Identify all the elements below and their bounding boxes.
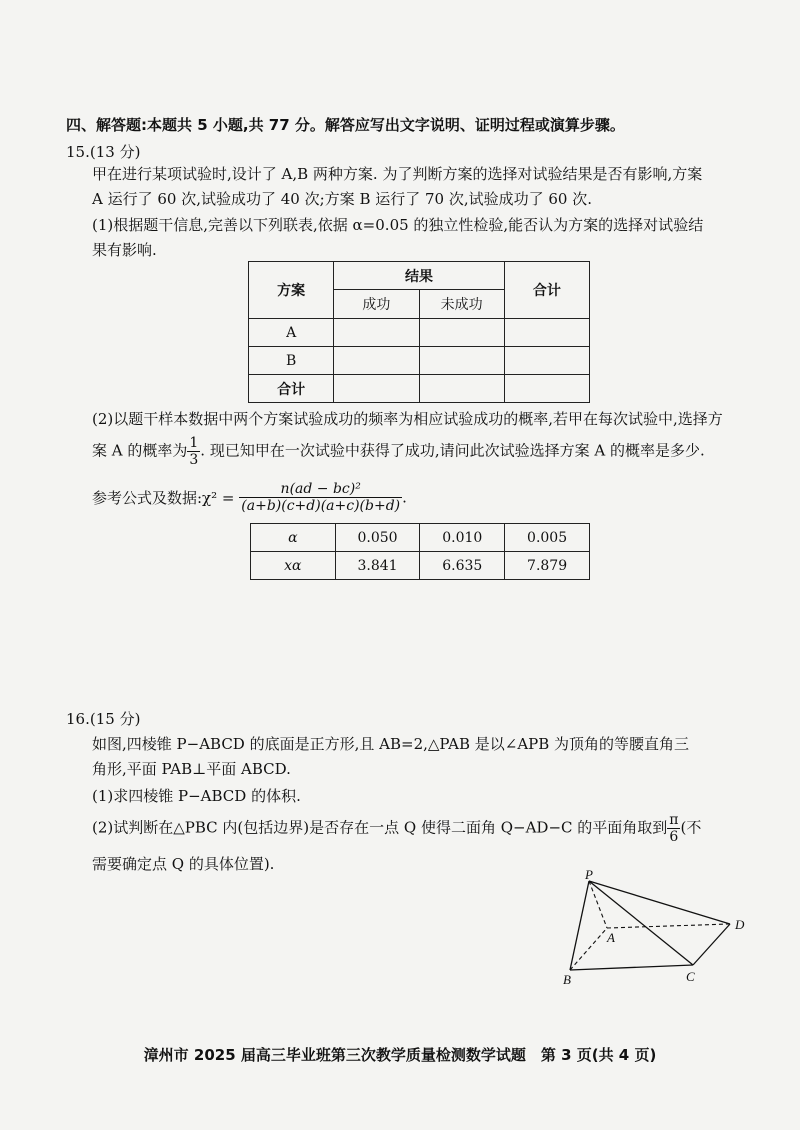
q16-line1: 如图,四棱锥 P−ABCD 的底面是正方形,且 AB=2,△PAB 是以∠APB 为顶角的等腰直角三 (92, 735, 690, 753)
table-cell (419, 319, 504, 347)
table-cell (334, 347, 419, 375)
q15-intro (92, 163, 760, 262)
fraction-denominator: 3 (189, 452, 199, 468)
q15-part2-line2 (92, 435, 760, 468)
chi-denominator: (a+b)(c+d)(a+c)(b+d) (241, 498, 401, 514)
th-scheme: 方案 (249, 262, 334, 319)
q15-part2 (92, 408, 760, 468)
q16-part2-text-a: (2)试判断在△PBC 内(包括边界)是否存在一点 Q 使得二面角 Q−AD−C 的平面角取到 (92, 818, 668, 837)
table-cell (504, 319, 589, 347)
question-points: (15 分) (89, 710, 141, 728)
reference-formula (92, 481, 407, 514)
edge-pb (570, 881, 589, 970)
fraction-denominator: 6 (669, 829, 679, 845)
edge-bc (570, 965, 693, 970)
th-fail: 未成功 (419, 290, 504, 319)
fraction-numerator: π (669, 812, 679, 828)
q16-part2-text-b: (不 (680, 818, 702, 837)
chi-square-fraction (239, 481, 402, 514)
edge-pd (589, 881, 730, 924)
ref-end: . (402, 488, 407, 507)
x-alpha-label: xα (251, 552, 336, 580)
edge-ad (607, 924, 730, 928)
edge-cd (693, 924, 730, 965)
q15-part1-line1: (1)根据题干信息,完善以下列联表,依据 α=0.05 的独立性检验,能否认为方案的选择对试验结 (92, 216, 704, 234)
th-total: 合计 (504, 262, 589, 319)
contingency-table (248, 261, 590, 403)
edge-ab (570, 928, 607, 970)
fraction-numerator: 1 (189, 435, 199, 451)
table-cell (419, 375, 504, 403)
label-d: D (735, 917, 745, 932)
x-value: 6.635 (420, 552, 505, 580)
q16-part1: (1)求四棱锥 P−ABCD 的体积. (92, 787, 301, 805)
question-points: (13 分) (89, 143, 141, 161)
q15-part1-line2: 果有影响. (92, 241, 157, 259)
label-p: P (585, 868, 593, 882)
pyramid-figure (555, 868, 755, 988)
q16-body (92, 733, 760, 808)
label-a: A (607, 930, 615, 945)
question-15-header (66, 141, 140, 162)
fraction-pi-over-six (667, 812, 680, 845)
row-label-a: A (249, 319, 334, 347)
question-number: 16. (66, 710, 90, 728)
q16-part2 (92, 812, 760, 876)
critical-value-table (250, 523, 590, 580)
th-result: 结果 (334, 262, 505, 290)
table-cell (504, 347, 589, 375)
question-number: 15. (66, 143, 90, 161)
th-success: 成功 (334, 290, 419, 319)
q15-part2-line1: (2)以题干样本数据中两个方案试验成功的频率为相应试验成功的概率,若甲在每次试验中,选择方 (92, 410, 723, 428)
chi-numerator: n(ad − bc)² (239, 481, 402, 498)
table-cell (419, 347, 504, 375)
page-footer: 漳州市 2025 届高三毕业班第三次教学质量检测数学试题 第 3 页(共 4 页) (143, 1046, 657, 1064)
ref-label: 参考公式及数据:χ² = (92, 489, 235, 507)
alpha-label: α (251, 524, 336, 552)
row-label-total: 合计 (249, 375, 334, 403)
x-value: 3.841 (335, 552, 420, 580)
alpha-value: 0.050 (335, 524, 420, 552)
row-label-b: B (249, 347, 334, 375)
table-cell (504, 375, 589, 403)
section-heading: 四、解答题:本题共 5 小题,共 77 分。解答应写出文字说明、证明过程或演算步骤。 (66, 116, 625, 134)
q15-intro-line2: A 运行了 60 次,试验成功了 40 次;方案 B 运行了 70 次,试验成功了 60 次. (92, 190, 593, 208)
alpha-value: 0.005 (505, 524, 590, 552)
x-value: 7.879 (505, 552, 590, 580)
table-cell (334, 375, 419, 403)
question-16-header (66, 708, 140, 729)
alpha-value: 0.010 (420, 524, 505, 552)
label-c: C (686, 969, 695, 984)
q16-line2: 角形,平面 PAB⊥平面 ABCD. (92, 760, 291, 778)
fraction-one-third (187, 435, 200, 468)
q15-part2-text-b: . 现已知甲在一次试验中获得了成功,请问此次试验选择方案 A 的概率是多少. (200, 441, 705, 460)
table-cell (334, 319, 419, 347)
q15-intro-line1: 甲在进行某项试验时,设计了 A,B 两种方案. 为了判断方案的选择对试验结果是否有影响,方案 (92, 165, 703, 183)
q15-part2-text-a: 案 A 的概率为 (92, 441, 188, 460)
label-b: B (563, 972, 571, 987)
q16-part2-line2: 需要确定点 Q 的具体位置). (92, 855, 275, 873)
